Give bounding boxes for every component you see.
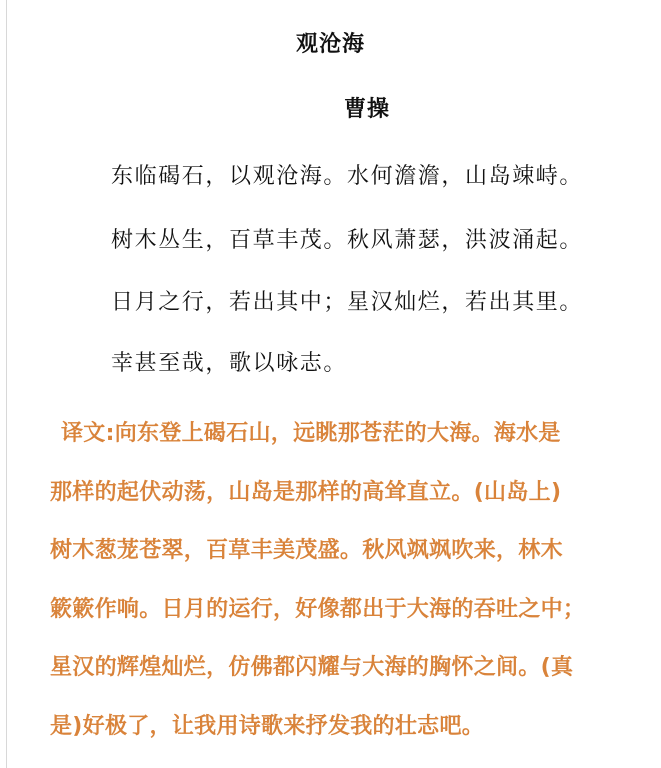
- translation-line-3: 树木葱茏苍翠，百草丰美茂盛。秋风飒飒吹来，林木: [50, 538, 563, 563]
- translation-line-4: 簌簌作响。日月的运行，好像都出于大海的吞吐之中；: [50, 596, 586, 622]
- poem-line-1: 东临碣石，以观沧海。水何澹澹，山岛竦峙。: [111, 164, 584, 189]
- translation-line-1: 译文:向东登上碣石山，远眺那苍茫的大海。海水是: [61, 421, 561, 446]
- poem-line-4: 幸甚至哉，歌以咏志。: [111, 351, 348, 376]
- translation-paragraph: [50, 405, 625, 756]
- poem-author: 曹操: [344, 97, 391, 122]
- page-left-border: [6, 0, 7, 768]
- translation-line-2: 那样的起伏动荡，山岛是那样的高耸直立。(山岛上): [50, 479, 562, 505]
- poem-line-2: 树木丛生，百草丰茂。秋风萧瑟，洪波涌起。: [111, 228, 584, 253]
- poem-title: 观沧海: [295, 32, 365, 57]
- translation-line-5: 星汉的辉煌灿烂，仿佛都闪耀与大海的胸怀之间。(真: [50, 655, 574, 680]
- poem-line-3: 日月之行，若出其中；星汉灿烂，若出其里。: [111, 290, 584, 315]
- translation-line-6: 是)好极了，让我用诗歌来抒发我的壮志吧。: [50, 713, 485, 739]
